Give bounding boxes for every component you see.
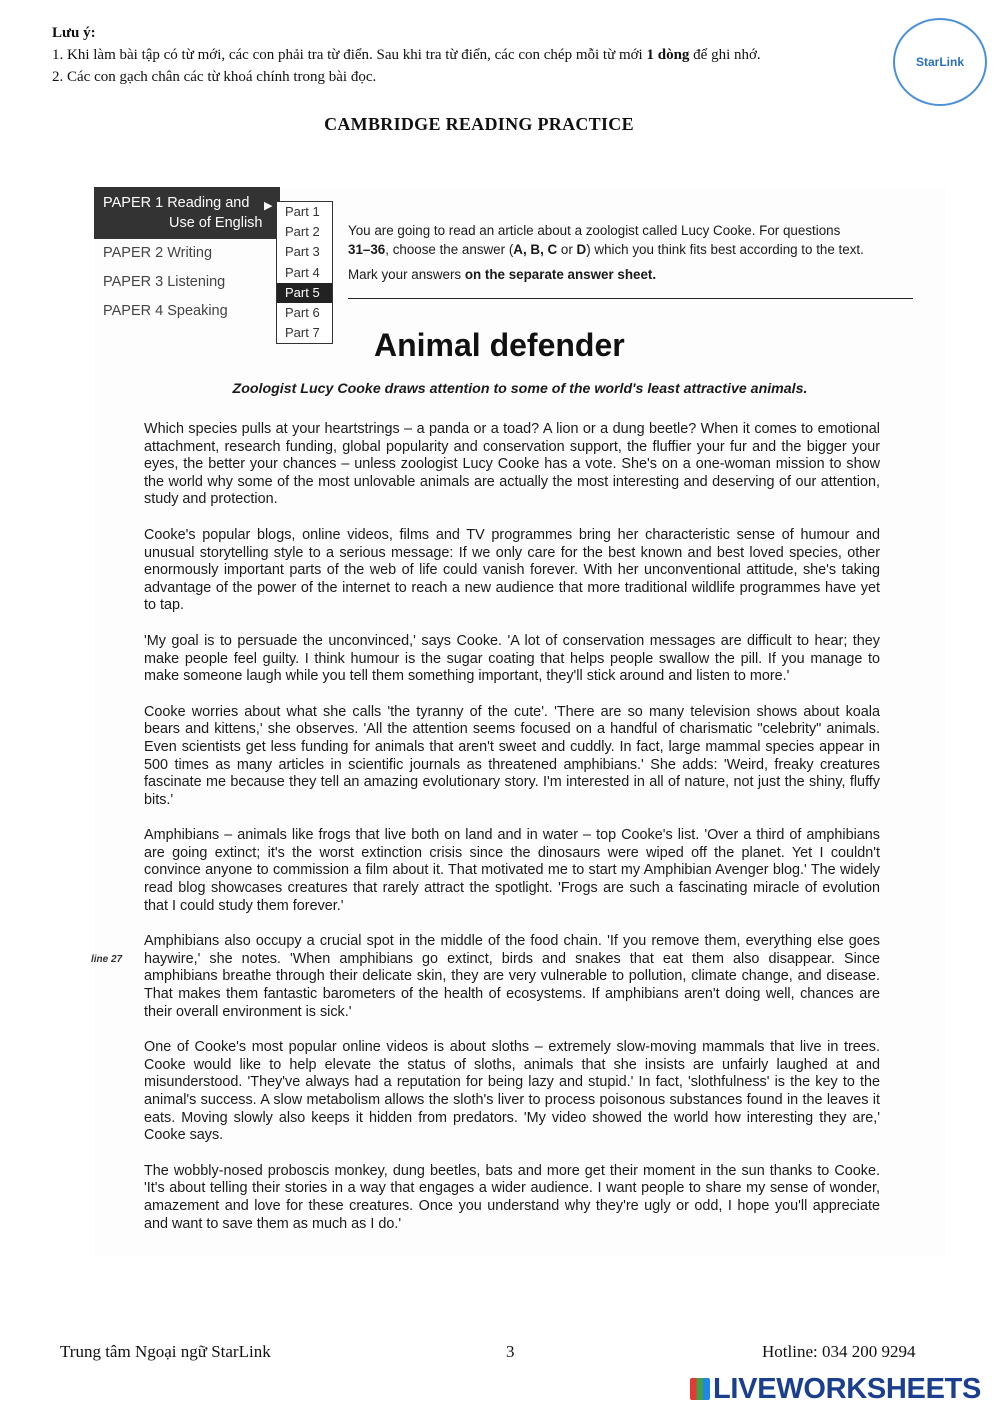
instructions-line-3 bbox=[348, 265, 918, 284]
paper-menu bbox=[94, 187, 280, 326]
paragraph-2: Cooke's popular blogs, online videos, films and TV programmes bring her characteristic sense of humour and unusual storytelling style to a serious message: If we only care for the best known and best loved species, other enormously important parts of the web of life could vanish forever. With her unconventional attitude, she's taking advantage of the power of the internet to reach a new audience that more traditional wildlife programmes have yet to tap. bbox=[144, 526, 880, 614]
note-line-1-end: để ghi nhớ. bbox=[689, 47, 761, 63]
paper-1-sublabel: Use of English bbox=[169, 215, 263, 231]
part-1: Part 1 bbox=[285, 204, 320, 219]
instructions bbox=[348, 221, 918, 284]
article-body bbox=[91, 421, 880, 1251]
paper-1-item bbox=[94, 187, 280, 239]
part-4: Part 4 bbox=[285, 264, 320, 280]
page-heading: CAMBRIDGE READING PRACTICE bbox=[324, 114, 634, 134]
paragraph-4: Cooke worries about what she calls 'the tyranny of the cute'. 'There are so many television shows about koala bears and kittens,' she observes. 'All the attention seems focused on a handful of charismatic "celebrity" animals. Even scientists get less funding for animals that aren't sweet and cuddly. In fact, large mammal species appear in 500 times as many articles in scientific journals as threatened amphibians.' She adds: 'Weird, freaky creatures fascinate me because they tell an amazing evolutionary story. I'm interested in all of nature, not just the shiny, fluffy bits.' bbox=[144, 703, 880, 808]
paragraph-1: Which species pulls at your heartstrings – a panda or a toad? A lion or a dung beetle? When it comes to emotional attachment, research funding, global popularity and conservation support, the fluffier your fur and the bigger your eyes, the better your chances – unless zoologist Lucy Cooke has a vote. She's on a one-woman mission to show the world why some of the most unlovable animals are actually the most interesting and deserving of our attention, study and protection. bbox=[144, 421, 880, 508]
instr-mark-text: Mark your answers bbox=[348, 267, 465, 282]
part-7: Part 7 bbox=[285, 325, 320, 341]
paper-1-label: PAPER 1 Reading and bbox=[103, 195, 250, 211]
liveworksheets-watermark bbox=[690, 1373, 981, 1406]
line-27-marker: line 27 bbox=[91, 954, 123, 966]
exam-page bbox=[91, 187, 946, 1255]
paragraph-6: Amphibians also occupy a crucial spot in the middle of the food chain. 'If you remove them, everything else goes haywire,' she notes. 'When amphibians go extinct, birds and snakes that eat them also disappear. Since amphibians breathe through their delicate skin, they are very vulnerable to pollution, climate change, and disease. That makes them fantastic barometers of the health of ecosystems. If amphibians aren't doing well, chances are their overall environment is sick.' bbox=[144, 933, 880, 1020]
article-title: Animal defender bbox=[374, 327, 625, 363]
instructions-line-2 bbox=[348, 240, 918, 259]
part-3: Part 3 bbox=[285, 244, 320, 260]
starlink-logo bbox=[893, 18, 987, 106]
part-6: Part 6 bbox=[285, 304, 320, 320]
paragraph-6-wrap bbox=[91, 933, 880, 1021]
paper-2-item: PAPER 2 Writing bbox=[103, 245, 213, 261]
divider bbox=[348, 298, 913, 299]
watermark-text: LIVEWORKSHEETS bbox=[713, 1373, 982, 1405]
paragraph-3: 'My goal is to persuade the unconvinced,' says Cooke. 'A lot of conservation messages are difficult to hear; they make people feel guilty. I think humour is the sugar coating that helps people swallow the pill. If you manage to make someone laugh while you tell them something important, they'll stick around and listen to more.' bbox=[144, 632, 880, 685]
logo-text: StarLink bbox=[915, 55, 964, 69]
part-5-active: Part 5 bbox=[277, 283, 332, 303]
page-number: 3 bbox=[506, 1342, 515, 1361]
options-abc: A, B, C bbox=[513, 242, 558, 257]
part-2: Part 2 bbox=[285, 224, 320, 240]
liveworksheets-logo-icon bbox=[690, 1378, 710, 1400]
instructions-line-1: You are going to read an article about a zoologist called Lucy Cooke. For questions bbox=[348, 223, 841, 238]
note-title: Lưu ý: bbox=[52, 25, 96, 41]
option-d: D bbox=[576, 242, 587, 257]
paper-3-item: PAPER 3 Listening bbox=[103, 274, 226, 290]
instr-text-b: , choose the answer ( bbox=[385, 242, 514, 257]
part-menu bbox=[276, 201, 333, 344]
paragraph-5: Amphibians – animals like frogs that live both on land and in water – top Cooke's list. 'Over a third of amphibians are going extinct; it's the worst extinction crisis since the dinosaurs were wiped off the planet. Yet I couldn't convince anyone to commission a film about it. That motivated me to start my Amphibian Avenger blog.' The widely read blog showcases creatures that rarely attract the spotlight. 'Frogs are such a fascinating miracle of evolution that I could study them forever.' bbox=[144, 827, 880, 914]
paper-4-item: PAPER 4 Speaking bbox=[103, 303, 228, 319]
arrow-right-icon: ▶ bbox=[264, 200, 273, 212]
paragraph-7: One of Cooke's most popular online videos is about sloths – extremely slow-moving mammals that live in trees. Cooke would like to help elevate the status of sloths, animals that she insists are unfairly laughed at and misunderstood. 'They've always had a reputation for being lazy and stupid.' In fact, 'slothfulness' is the key to the animal's success. A slow metabolism allows the sloth's liver to process poisonous substances found in the leaves it eats. Moving slowly also keeps it hidden from predators. 'My video showed the world how interesting they are,' Cooke says. bbox=[144, 1039, 880, 1144]
footer-center-name: Trung tâm Ngoại ngữ StarLink bbox=[60, 1342, 271, 1361]
instr-answer-sheet: on the separate answer sheet. bbox=[464, 267, 657, 282]
note-line-1-bold: 1 dòng bbox=[646, 47, 690, 63]
note-line-1 bbox=[52, 44, 882, 66]
note-block bbox=[52, 22, 882, 88]
paragraph-8: The wobbly-nosed proboscis monkey, dung beetles, bats and more get their moment in the sun thanks to Cooke. 'It's about telling their stories in a way that engages a wider audience. I want people to share my sense of wonder, amazement and love for these creatures. Once you understand why they're ugly or odd, I hope you'll appreciate and want to save them as much as I do.' bbox=[144, 1162, 880, 1232]
instr-text-f: ) which you think fits best according to the text. bbox=[586, 242, 864, 257]
note-line-1-text: 1. Khi làm bài tập có từ mới, các con phải tra từ điển. Sau khi tra từ điển, các con chép mỗi từ mới bbox=[52, 47, 647, 63]
note-line-2: 2. Các con gạch chân các từ khoá chính trong bài đọc. bbox=[52, 69, 377, 85]
instr-text-or: or bbox=[557, 242, 577, 257]
footer-hotline: Hotline: 034 200 9294 bbox=[762, 1342, 916, 1361]
question-range: 31–36 bbox=[348, 242, 386, 257]
article-subtitle: Zoologist Lucy Cooke draws attention to some of the world's least attractive animals. bbox=[232, 381, 808, 397]
